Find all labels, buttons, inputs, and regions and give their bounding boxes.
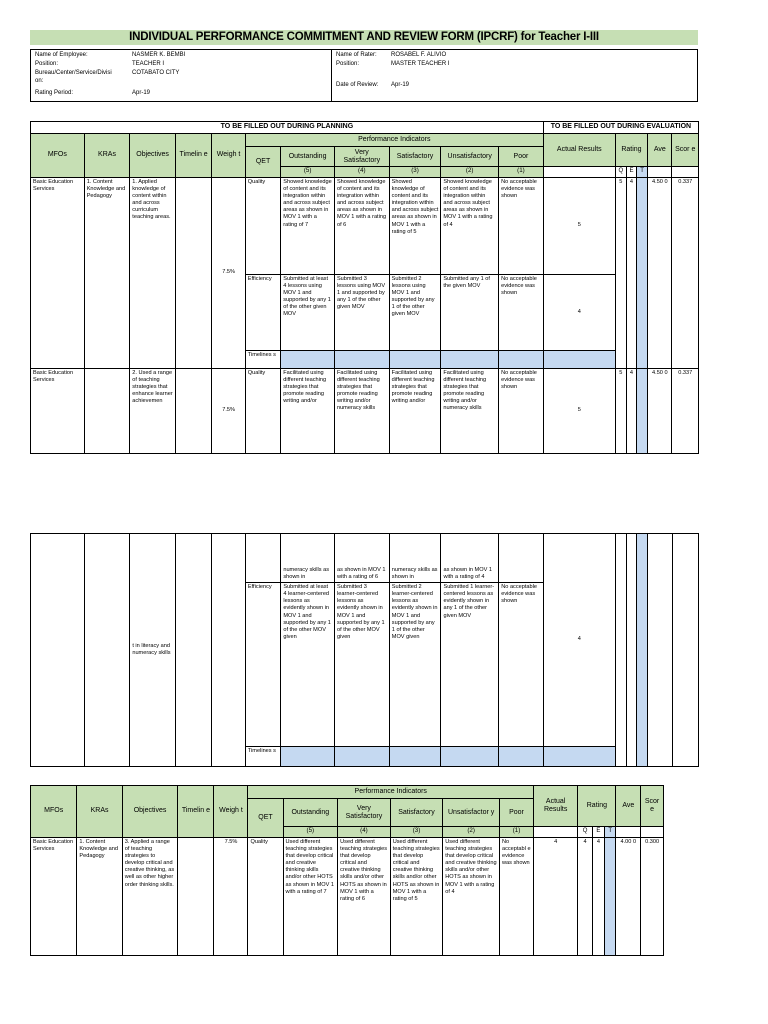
timeline-cell bbox=[175, 534, 211, 767]
quality-1: No acceptable evidence was shown bbox=[499, 177, 544, 274]
actual-results-header: Actual Results bbox=[534, 786, 578, 827]
objective-cell: 3. Applied a range of teaching strategies to develop critical and creative thinking, as well as other higher order thinking skills. bbox=[122, 837, 178, 955]
info-divider bbox=[331, 50, 332, 101]
employee-info-box bbox=[30, 49, 698, 102]
objectives-header: Objectives bbox=[130, 134, 176, 178]
quality-4-cont: as shown in MOV 1 with a rating of 6 bbox=[335, 534, 390, 583]
ipcrf-table-page-1 bbox=[30, 121, 699, 454]
rating-t bbox=[605, 837, 616, 955]
kra-cell: 1. Content Knowledge and Pedagogy bbox=[84, 177, 130, 368]
rating-e: 4 bbox=[626, 177, 636, 368]
t-header: T bbox=[605, 827, 616, 838]
qet-header: QET bbox=[245, 147, 280, 178]
quality-3-cont: numeracy skills as shown in bbox=[389, 534, 441, 583]
ave-header: Ave bbox=[648, 134, 672, 167]
score-header: Scor e bbox=[641, 786, 664, 827]
qet-efficiency: Efficiency bbox=[245, 274, 280, 350]
ave-cell: 4.00 0 bbox=[616, 837, 641, 955]
efficiency-2: Submitted any 1 of the given MOV bbox=[441, 274, 499, 350]
timeline-header: Timelin e bbox=[178, 786, 214, 838]
qet-quality: Quality bbox=[245, 177, 280, 274]
mfo-cell: Basic Education Services bbox=[31, 837, 77, 955]
bureau-value: COTABATO CITY bbox=[132, 70, 180, 76]
timeliness-4 bbox=[335, 747, 390, 767]
poor-header: Poor bbox=[499, 147, 544, 167]
timeliness-5 bbox=[281, 350, 335, 368]
quality-2-cont: as shown in MOV 1 with a rating of 4 bbox=[441, 534, 499, 583]
weight-cell bbox=[212, 534, 245, 767]
scale-2: (2) bbox=[441, 167, 499, 178]
actual-blank bbox=[543, 167, 615, 178]
review-date-value: Apr-19 bbox=[391, 82, 410, 88]
ave-cell: 4.50 0 bbox=[648, 368, 672, 453]
rater-position-value: MASTER TEACHER I bbox=[391, 61, 450, 67]
quality-5: Showed knowledge of content and its integration within and across subject areas as shown in MOV 1 with a rating of 7 bbox=[281, 177, 335, 274]
ave-blank bbox=[648, 167, 672, 178]
timeline-cell bbox=[175, 177, 211, 368]
actual-quality: 5 bbox=[543, 368, 615, 453]
e-header: E bbox=[592, 827, 604, 838]
quality-1: No acceptable evidence was shown bbox=[499, 368, 544, 453]
qet-quality-cont bbox=[245, 534, 280, 583]
timeliness-4 bbox=[334, 350, 389, 368]
objective-cell: 2. Used a range of teaching strategies that enhance learner achievemen bbox=[130, 368, 176, 453]
qet-header: QET bbox=[248, 799, 283, 838]
ave-blank bbox=[616, 827, 641, 838]
q-header: Q bbox=[615, 167, 626, 178]
score-cell: 0.337 bbox=[672, 368, 699, 453]
actual-efficiency: 4 bbox=[543, 274, 615, 350]
quality-3: Showed knowledge of content and its integration within and across subject areas as shown in MOV 1 with a rating of 5 bbox=[389, 177, 441, 274]
rater-position-label: Position: bbox=[336, 61, 360, 67]
bureau-label-2: on: bbox=[35, 78, 44, 84]
efficiency-3: Submitted 2 learner-centered lessons as evidently shown in MOV 1 and supported by any 1 of the other MOV given bbox=[389, 583, 441, 747]
kra-cell: 1. Content Knowledge and Pedagogy bbox=[77, 837, 122, 955]
scale-1: (1) bbox=[499, 827, 533, 838]
ave-cell: 4.50 0 bbox=[648, 177, 672, 368]
weight-header: Weigh t bbox=[214, 786, 248, 838]
timeline-cell bbox=[175, 368, 211, 453]
timeliness-2 bbox=[441, 350, 499, 368]
poor-header: Poor bbox=[499, 799, 533, 827]
efficiency-4: Submitted 3 lessons using MOV 1 and supported by any 1 of the other given MOV bbox=[334, 274, 389, 350]
efficiency-5: Submitted at least 4 lessons using MOV 1 and supported by any 1 of the other given MOV bbox=[281, 274, 335, 350]
rating-q: 5 bbox=[615, 368, 626, 453]
very-satisfactory-header: Very Satisfactory bbox=[338, 799, 391, 827]
rating-header: Rating bbox=[578, 786, 616, 827]
actual-results-header: Actual Results bbox=[543, 134, 615, 167]
scale-5: (5) bbox=[283, 827, 338, 838]
timeliness-1 bbox=[499, 747, 544, 767]
scale-3: (3) bbox=[389, 167, 441, 178]
efficiency-3: Submitted 2 lessons using MOV 1 and supported by any 1 of the other given MOV bbox=[389, 274, 441, 350]
qet-efficiency: Efficiency bbox=[245, 583, 280, 747]
period-value: Apr-19 bbox=[132, 90, 151, 96]
outstanding-header: Outstanding bbox=[283, 799, 338, 827]
kras-header: KRAs bbox=[84, 134, 130, 178]
timeline-header: Timelin e bbox=[175, 134, 211, 178]
quality-2: Facilitated using different teaching strategies that promote reading writing and/or numeracy skills bbox=[441, 368, 499, 453]
period-label: Rating Period: bbox=[35, 90, 74, 96]
scale-1: (1) bbox=[499, 167, 544, 178]
objective-cont-cell: t in literacy and numeracy skills bbox=[130, 534, 176, 767]
position-label: Position: bbox=[35, 61, 59, 67]
score-cell bbox=[672, 534, 698, 767]
timeliness-5 bbox=[281, 747, 335, 767]
position-value: TEACHER I bbox=[132, 61, 165, 67]
efficiency-1: No acceptable evidence was shown bbox=[499, 583, 544, 747]
rating-q bbox=[615, 534, 626, 767]
score-cell: 0.300 bbox=[641, 837, 664, 955]
kras-header: KRAs bbox=[77, 786, 122, 838]
rating-t bbox=[637, 177, 648, 368]
quality-4: Facilitated using different teaching strategies that promote reading writing and/or numeracy skills bbox=[334, 368, 389, 453]
objective-cell: 1. Applied knowledge of content within and across curriculum teaching areas. bbox=[130, 177, 176, 368]
quality-2: Used different teaching strategies that develop critical and creative thinking skills and/or other HOTS as shown in MOV 1 with a rating of 4 bbox=[443, 837, 500, 955]
actual-timeliness bbox=[543, 350, 615, 368]
rating-t bbox=[637, 534, 648, 767]
scale-2: (2) bbox=[443, 827, 500, 838]
rating-e: 4 bbox=[592, 837, 604, 955]
scale-5: (5) bbox=[281, 167, 335, 178]
quality-4: Used different teaching strategies that develop critical and creative thinking skills and/or other HOTS as shown in MOV 1 with a rating of 6 bbox=[338, 837, 391, 955]
rating-t bbox=[637, 368, 648, 453]
employee-label: Name of Employee: bbox=[35, 52, 88, 58]
score-blank bbox=[641, 827, 664, 838]
satisfactory-header: Satisfactory bbox=[389, 147, 441, 167]
ipcrf-table-page-2 bbox=[30, 785, 664, 956]
quality-3: Facilitated using different teaching strategies that promote reading writing and/or bbox=[389, 368, 441, 453]
qet-quality: Quality bbox=[245, 368, 280, 453]
efficiency-4: Submitted 3 learner-centered lessons as evidently shown in MOV 1 and supported by any 1 of the other MOV given bbox=[335, 583, 390, 747]
review-date-label: Date of Review: bbox=[336, 82, 379, 88]
rating-q: 4 bbox=[578, 837, 592, 955]
t-header: T bbox=[637, 167, 648, 178]
weight-cell: 7.5% bbox=[212, 368, 245, 453]
unsatisfactory-header: Unsatisfactor y bbox=[443, 799, 500, 827]
planning-header: TO BE FILLED OUT DURING PLANNING bbox=[31, 122, 544, 134]
mfo-cell bbox=[31, 534, 85, 767]
weight-cell: 7.5% bbox=[212, 177, 245, 368]
evaluation-header: TO BE FILLED OUT DURING EVALUATION bbox=[543, 122, 698, 134]
mfo-cell: Basic Education Services bbox=[31, 177, 85, 368]
rating-header: Rating bbox=[615, 134, 647, 167]
quality-1-cont bbox=[499, 534, 544, 583]
very-satisfactory-header: Very Satisfactory bbox=[334, 147, 389, 167]
actual-quality: 4 bbox=[534, 837, 578, 955]
mfos-header: MFOs bbox=[31, 134, 85, 178]
actual-blank bbox=[534, 827, 578, 838]
mfo-cell: Basic Education Services bbox=[31, 368, 85, 453]
ave-header: Ave bbox=[616, 786, 641, 827]
efficiency-1: No acceptable evidence was shown bbox=[499, 274, 544, 350]
scale-4: (4) bbox=[334, 167, 389, 178]
actual-efficiency: 4 bbox=[543, 534, 615, 747]
rater-name: ROSABEL F. ALIVIO bbox=[391, 52, 447, 58]
efficiency-2: Submitted 1 learner-centered lessons as evidently shown in any 1 of the other given MOV bbox=[441, 583, 499, 747]
kra-cell bbox=[84, 534, 130, 767]
outstanding-header: Outstanding bbox=[281, 147, 335, 167]
timeliness-2 bbox=[441, 747, 499, 767]
quality-5: Facilitated using different teaching strategies that promote reading writing and/or bbox=[281, 368, 335, 453]
qet-timeliness: Timelines s bbox=[245, 350, 280, 368]
weight-header: Weigh t bbox=[212, 134, 245, 178]
performance-indicators-header: Performance Indicators bbox=[245, 134, 543, 147]
bureau-label-1: Bureau/Center/Service/Divisi bbox=[35, 70, 112, 76]
quality-4: Showed knowledge of content and its integration within and across subject areas as shown in MOV 1 with a rating of 6 bbox=[334, 177, 389, 274]
qet-quality: Quality bbox=[248, 837, 283, 955]
score-cell: 0.337 bbox=[672, 177, 699, 368]
form-title: INDIVIDUAL PERFORMANCE COMMITMENT AND REVIEW FORM (IPCRF) for Teacher I-III bbox=[30, 30, 698, 45]
ipcrf-table-continuation bbox=[30, 533, 699, 767]
satisfactory-header: Satisfactory bbox=[390, 799, 443, 827]
performance-indicators-header: Performance Indicators bbox=[248, 786, 534, 799]
rating-e: 4 bbox=[626, 368, 636, 453]
quality-2: Showed knowledge of content and its integration within and across subject areas as shown in MOV 1 with a rating of 4 bbox=[441, 177, 499, 274]
score-blank bbox=[672, 167, 699, 178]
score-header: Scor e bbox=[672, 134, 699, 167]
weight-cell: 7.5% bbox=[214, 837, 248, 955]
employee-name: NASMER K. BEMBI bbox=[132, 52, 186, 58]
qet-timeliness: Timelines s bbox=[245, 747, 280, 767]
q-header: Q bbox=[578, 827, 592, 838]
quality-5: Used different teaching strategies that develop critical and creative thinking skills and/or other HOTS as shown in MOV 1 with a rating of 7 bbox=[283, 837, 338, 955]
rating-e bbox=[626, 534, 636, 767]
quality-1: No acceptabl e evidence was shown bbox=[499, 837, 533, 955]
ave-cell bbox=[648, 534, 672, 767]
timeliness-3 bbox=[389, 350, 441, 368]
actual-quality: 5 bbox=[543, 177, 615, 274]
efficiency-5: Submitted at least 4 learner-centered lessons as evidently shown in MOV 1 and supported by any 1 of the other MOV given bbox=[281, 583, 335, 747]
mfos-header: MFOs bbox=[31, 786, 77, 838]
rater-label: Name of Rater: bbox=[336, 52, 377, 58]
scale-4: (4) bbox=[338, 827, 391, 838]
timeliness-3 bbox=[389, 747, 441, 767]
quality-3: Used different teaching strategies that develop critical and creative thinking skills and/or other HOTS as shown in MOV 1 with a rating of 5 bbox=[390, 837, 443, 955]
quality-5-cont: numeracy skills as shown in bbox=[281, 534, 335, 583]
timeline-cell bbox=[178, 837, 214, 955]
kra-cell bbox=[84, 368, 130, 453]
e-header: E bbox=[626, 167, 636, 178]
rating-q: 5 bbox=[615, 177, 626, 368]
actual-timeliness bbox=[543, 747, 615, 767]
unsatisfactory-header: Unsatisfactory bbox=[441, 147, 499, 167]
objectives-header: Objectives bbox=[122, 786, 178, 838]
scale-3: (3) bbox=[390, 827, 443, 838]
timeliness-1 bbox=[499, 350, 544, 368]
